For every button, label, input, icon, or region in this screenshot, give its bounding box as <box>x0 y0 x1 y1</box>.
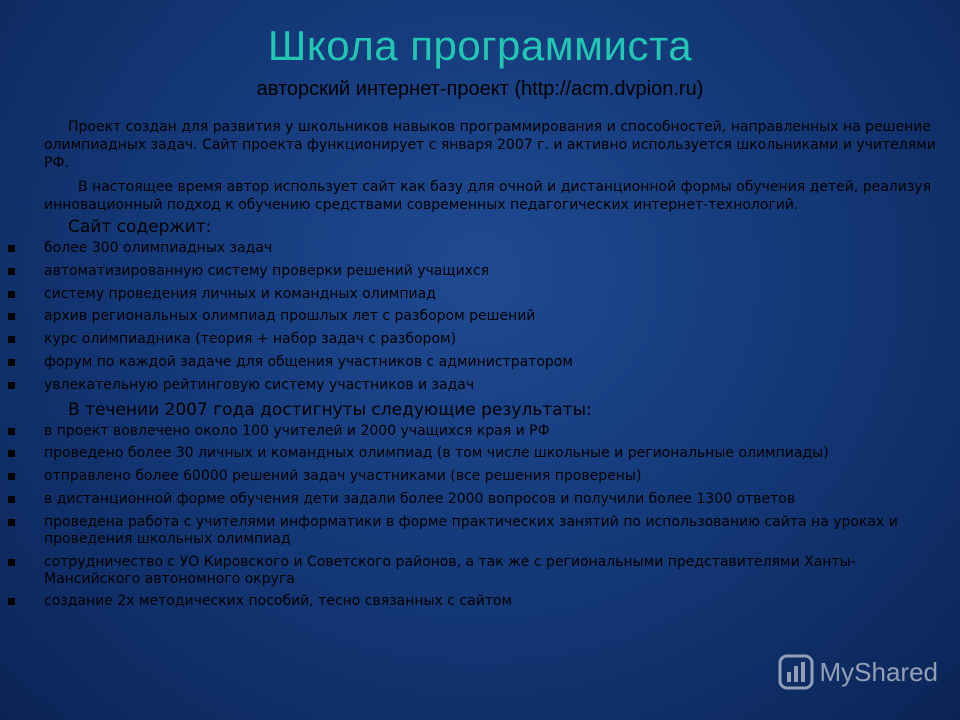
intro-paragraph: Проект создан для развития у школьников навыков программирования и способностей, направленных на решение олимпиадных задач. Сайт проекта функционирует с января 2007 г. и активно используется школьниками и учителями РФ. <box>44 119 936 171</box>
bullet-icon <box>8 382 15 389</box>
bullet-icon <box>8 336 15 343</box>
list-item: курс олимпиадника (теория + набор задач с разбором) <box>44 331 944 348</box>
watermark <box>778 654 939 690</box>
bullet-icon <box>8 268 15 275</box>
bullet-icon <box>8 359 15 366</box>
bullet-icon <box>8 559 15 566</box>
myshared-logo-icon <box>778 654 814 690</box>
list-item: проведено более 30 личных и командных олимпиад (в том числе школьные и региональные олимпиады) <box>44 445 944 462</box>
intro-paragraph: В настоящее время автор использует сайт как базу для очной и дистанционной формы обучения детей, реализуя инновационный подход к обучению средствами современных педагогических интернет-технологий. <box>44 179 931 213</box>
bullet-icon <box>8 473 15 480</box>
list-item: в дистанционной форме обучения дети задали более 2000 вопросов и получили более 1300 ответов <box>44 491 944 508</box>
bullet-icon <box>8 313 15 320</box>
slide-subtitle: авторский интернет-проект (http://acm.dvpion.ru) <box>256 78 704 100</box>
list-item: автоматизированную систему проверки решений учащихся <box>44 263 944 280</box>
bullet-icon <box>8 291 15 298</box>
slide-body <box>44 118 944 616</box>
watermark-text: MyShared <box>819 656 938 687</box>
slide-title: Школа программиста <box>267 22 693 69</box>
list-item: форум по каждой задаче для общения участников с администратором <box>44 354 944 371</box>
list-item: создание 2х методических пособий, тесно связанных с сайтом <box>44 593 944 610</box>
bullet-icon <box>8 450 15 457</box>
bullet-icon <box>8 428 15 435</box>
results-list <box>44 423 944 611</box>
list-item: более 300 олимпиадных задач <box>44 240 944 257</box>
list-item: отправлено более 60000 решений задач участниками (все решения проверены) <box>44 468 944 485</box>
list-item: систему проведения личных и командных олимпиад <box>44 286 944 303</box>
bullet-icon <box>8 245 15 252</box>
list-item: в проект вовлечено около 100 учителей и 2000 учащихся края и РФ <box>44 423 944 440</box>
list-item: проведена работа с учителями информатики в форме практических занятий по использованию сайта на уроках и проведения школьных олимпиад <box>44 514 944 548</box>
bullet-icon <box>8 598 15 605</box>
list-item: сотрудничество с УО Кировского и Советского районов, а так же с региональными представителями Ханты-Мансийского автономного округа <box>44 554 944 588</box>
results-heading: В течении 2007 года достигнуты следующие результаты: <box>68 399 592 420</box>
list-item: увлекательную рейтинговую систему участников и задач <box>44 377 944 394</box>
bullet-icon <box>8 496 15 503</box>
list-item: архив региональных олимпиад прошлых лет с разбором решений <box>44 308 944 325</box>
bullet-icon <box>8 519 15 526</box>
contents-list <box>44 240 944 394</box>
contents-heading: Сайт содержит: <box>68 217 212 237</box>
